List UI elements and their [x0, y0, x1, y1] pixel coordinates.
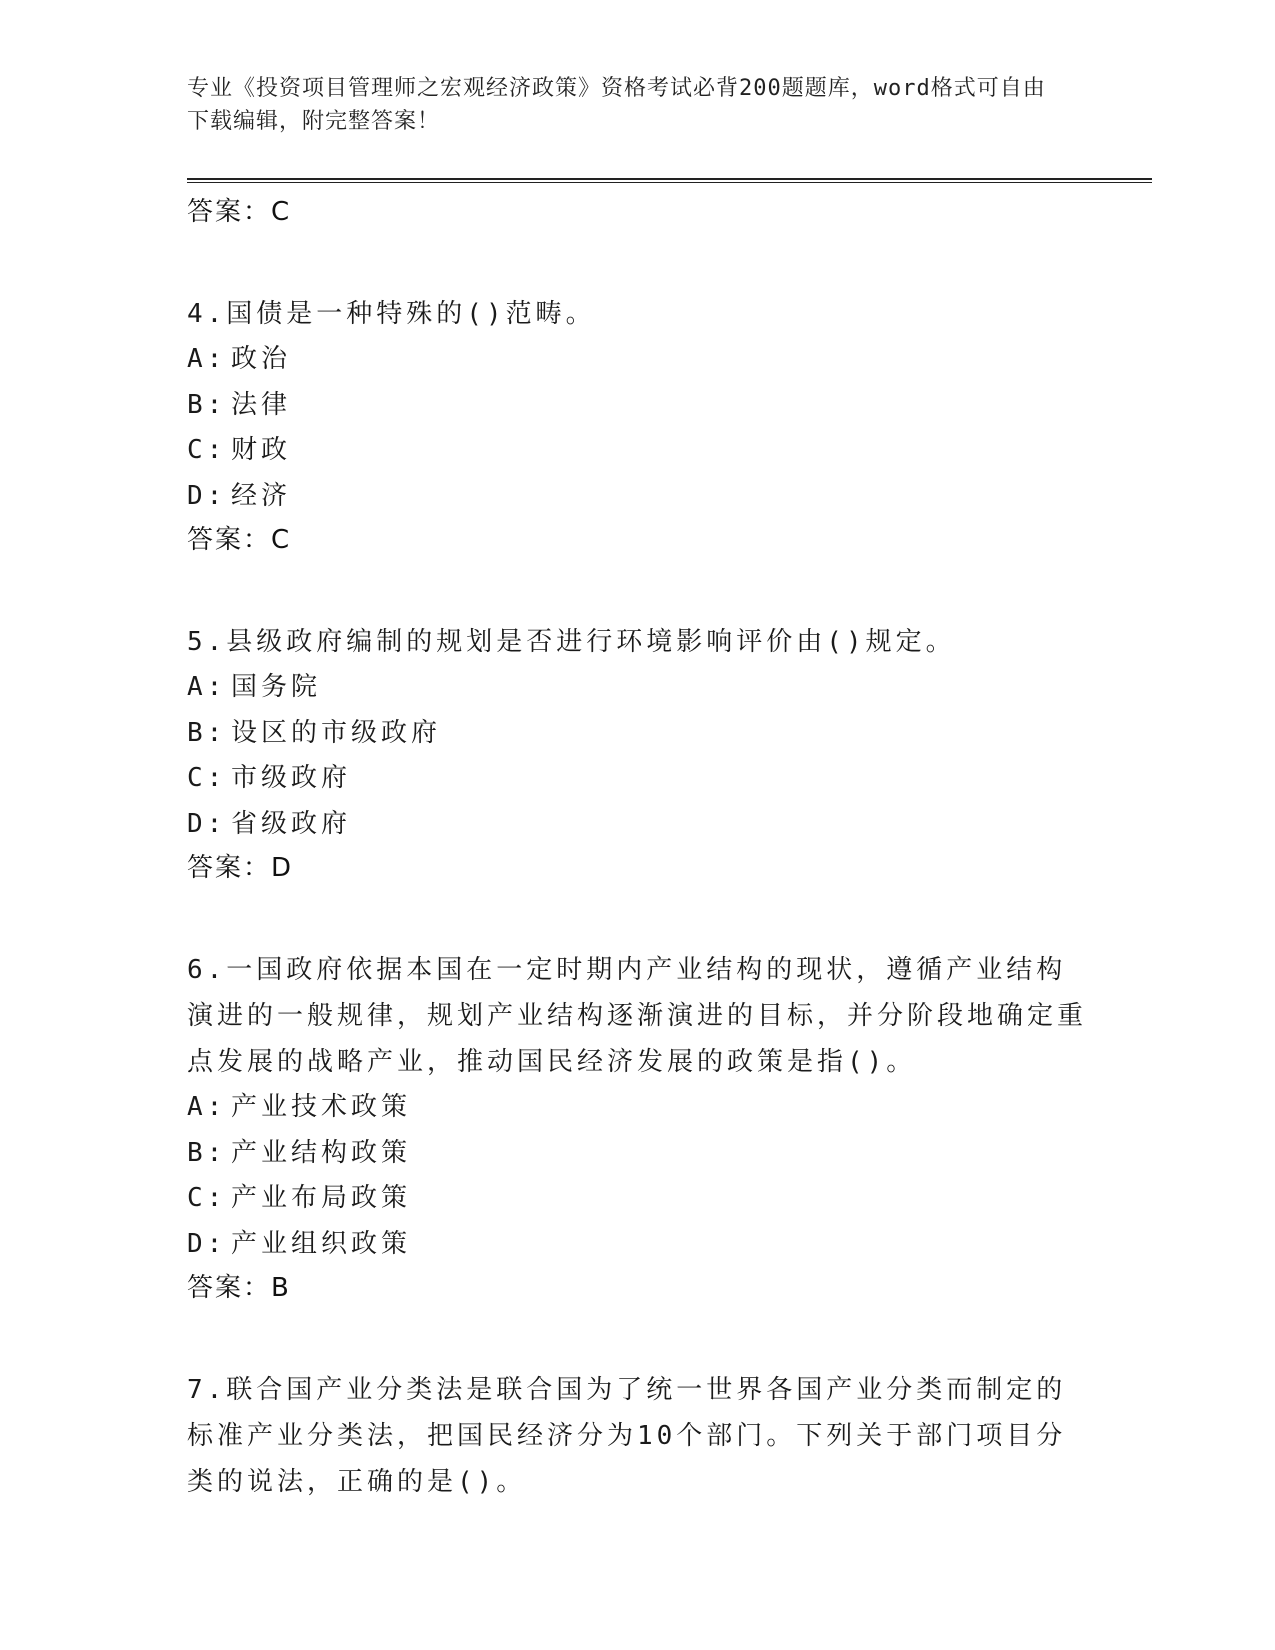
- answer-label: 答案：: [187, 1273, 272, 1303]
- option-text: 设区的市级政府: [231, 717, 442, 748]
- option-d: [187, 474, 1087, 520]
- answer-value: C: [271, 525, 290, 555]
- option-b: [187, 1131, 1087, 1177]
- question-7: [187, 1367, 1087, 1505]
- option-letter: A:: [187, 344, 227, 374]
- option-a: [187, 665, 1087, 711]
- option-letter: B:: [187, 1137, 227, 1168]
- option-a: [187, 337, 1087, 383]
- answer-value: C: [271, 197, 290, 227]
- option-letter: B:: [187, 717, 227, 748]
- option-letter: A:: [187, 672, 227, 702]
- question-list: [187, 185, 1087, 1505]
- option-text: 政治: [231, 344, 292, 374]
- previous-answer: [187, 195, 1087, 229]
- answer-value: B: [271, 1273, 289, 1303]
- option-letter: A:: [187, 1092, 227, 1122]
- option-c: [187, 428, 1087, 474]
- question-stem: 7.联合国产业分类法是联合国为了统一世界各国产业分类而制定的标准产业分类法，把国民经济分为10个部门。下列关于部门项目分类的说法，正确的是()。: [187, 1375, 1067, 1497]
- answer: [187, 851, 1087, 885]
- option-d: [187, 1222, 1087, 1268]
- option-b: [187, 711, 1087, 757]
- option-b: [187, 383, 1087, 429]
- question-4: [187, 291, 1087, 557]
- question-6: [187, 947, 1087, 1305]
- option-letter: C:: [187, 763, 227, 793]
- answer-label: 答案：: [187, 853, 272, 883]
- option-text: 财政: [231, 435, 292, 465]
- option-c: [187, 756, 1087, 802]
- option-text: 产业布局政策: [231, 1183, 412, 1213]
- option-a: [187, 1085, 1087, 1131]
- question-stem: 4.国债是一种特殊的()范畴。: [187, 299, 596, 329]
- option-text: 国务院: [231, 672, 322, 702]
- option-text: 产业结构政策: [231, 1137, 412, 1168]
- option-text: 经济: [231, 480, 292, 511]
- answer-value: D: [271, 853, 292, 883]
- option-text: 产业组织政策: [231, 1228, 412, 1259]
- option-c: [187, 1176, 1087, 1222]
- option-letter: B:: [187, 389, 227, 420]
- option-text: 市级政府: [231, 763, 352, 793]
- option-letter: D:: [187, 808, 227, 839]
- option-letter: C:: [187, 1183, 227, 1213]
- header-divider: [187, 178, 1152, 183]
- answer: [187, 523, 1087, 557]
- answer-label: 答案：: [187, 197, 272, 227]
- answer-label: 答案：: [187, 525, 272, 555]
- answer: [187, 1271, 1087, 1305]
- option-d: [187, 802, 1087, 848]
- option-text: 省级政府: [231, 808, 352, 839]
- question-stem: 5.县级政府编制的规划是否进行环境影响评价由()规定。: [187, 627, 956, 657]
- option-text: 法律: [231, 389, 292, 420]
- option-letter: D:: [187, 480, 227, 511]
- page-header: 专业《投资项目管理师之宏观经济政策》资格考试必背200题题库，word格式可自由下载编辑，附完整答案！: [187, 76, 1046, 134]
- question-stem: 6.一国政府依据本国在一定时期内产业结构的现状，遵循产业结构演进的一般规律，规划产业结构逐渐演进的目标，并分阶段地确定重点发展的战略产业，推动国民经济发展的政策是指()。: [187, 955, 1088, 1077]
- option-text: 产业技术政策: [231, 1092, 412, 1122]
- option-letter: C:: [187, 435, 227, 465]
- question-5: [187, 619, 1087, 885]
- option-letter: D:: [187, 1228, 227, 1259]
